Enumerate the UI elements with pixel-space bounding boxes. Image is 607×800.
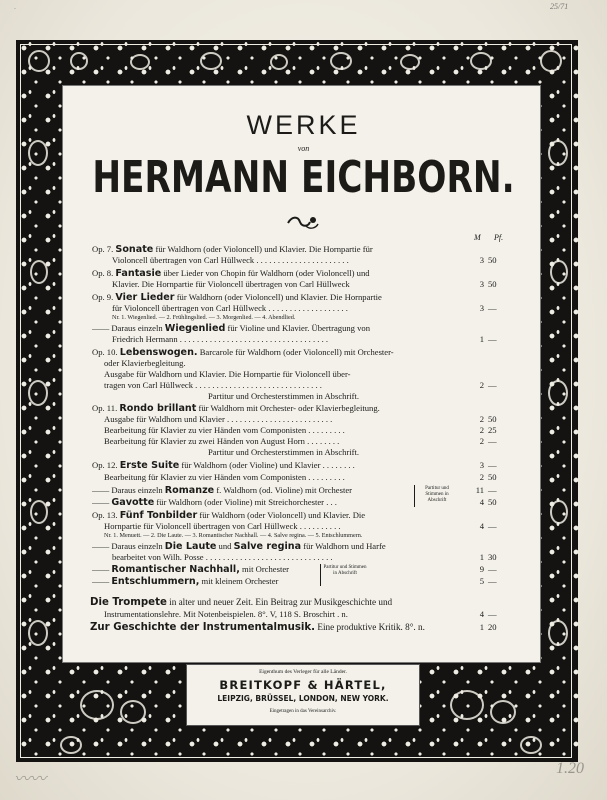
brace [320, 564, 321, 586]
price-mark: 2 [479, 425, 484, 435]
price-mark: 2 [479, 414, 484, 424]
price-mark: 1 [479, 334, 484, 344]
list-item-contents: Nr. 1. Menuett. — 2. Die Laute. — 3. Romantischer Nachhall. — 4. Salve regina. — 5. Entschlummern. [104, 532, 363, 539]
price-mark: 1 [479, 552, 484, 562]
registration-notice: Eingetragen in das Vereinsarchiv. [269, 709, 337, 714]
handwritten-price: 1.20 [556, 760, 584, 777]
price-pfennig: — [488, 609, 497, 619]
price-mark: 3 [479, 303, 484, 313]
list-item: Klavier. Die Hornpartie für Violoncell übertragen von Carl Hüllweck [112, 279, 350, 289]
list-item: für Violoncell übertragen von Carl Hüllweck . . . . . . . . . . . . . . . . . . . [112, 303, 348, 313]
list-item: Die Trompete in alter und neuer Zeit. Ein Beitrag zur Musikgeschichte und [90, 597, 393, 608]
list-item: Op. 13. Fünf Tonbilder für Waldhorn (oder Violoncell) und Klavier. Die [92, 510, 366, 521]
heading-werke: WERKE [246, 110, 361, 140]
corner-mark-top-left: . [14, 2, 16, 11]
price-mark: 4 [479, 497, 484, 507]
price-pfennig: 50 [488, 255, 497, 265]
price-mark: 4 [479, 609, 484, 619]
list-item: —— Daraus einzeln Die Laute und Salve regina für Waldhorn und Harfe [92, 541, 386, 552]
list-item: Bearbeitung für Klavier zu vier Händen vom Componisten . . . . . . . . . [104, 472, 345, 482]
price-pfennig: 50 [488, 497, 497, 507]
price-mark: 3 [479, 460, 484, 470]
list-item-contents: Nr. 1. Wiegenlied. — 2. Frühlingslied. — 3. Morgenlied. — 4. Abendlied. [112, 314, 296, 321]
price-mark: 2 [479, 436, 484, 446]
list-item: Friedrich Hermann . . . . . . . . . . . . . . . . . . . . . . . . . . . . . . . . . . . [112, 334, 329, 344]
price-pfennig: — [488, 380, 497, 390]
list-item: —— Daraus einzeln Romanze f. Waldhorn (od. Violine) mit Orchester [92, 485, 353, 496]
list-item: —— Gavotte für Waldhorn (oder Violine) mit Streichorchester . . . [92, 497, 337, 508]
list-item: oder Klavierbegleitung. [104, 358, 186, 368]
list-item: Hornpartie für Violoncell übertragen von Carl Hüllweck . . . . . . . . . . [104, 521, 341, 531]
list-item: Ausgabe für Waldhorn und Klavier . . . . . . . . . . . . . . . . . . . . . . . . . [104, 414, 333, 424]
list-item: Zur Geschichte der Instrumentalmusik. Eine produktive Kritik. 8°. n. [90, 622, 425, 633]
list-item: bearbeitet von Wilh. Posse . . . . . . . . . . . . . . . . . . . . . . . . . . . . . . [112, 552, 333, 562]
list-item: Instrumentationslehre. Mit Notenbeispielen. 8°. V, 118 S. Broschirt . n. [104, 609, 348, 619]
publisher-cities: LEIPZIG, BRÜSSEL, LONDON, NEW YORK. [217, 694, 389, 703]
price-pfennig: 50 [488, 472, 497, 482]
list-item: —— Entschlummern, mit kleinem Orchester [92, 576, 279, 587]
catalog-mark: 25/71 [550, 2, 569, 11]
handwritten-signature: 〰〰 [14, 771, 47, 788]
list-item: Op. 12. Erste Suite für Waldhorn (oder Violine) und Klavier . . . . . . . . [92, 460, 355, 471]
price-mark: 11 [475, 485, 484, 495]
price-pfennig: 30 [488, 552, 497, 562]
list-item: tragen von Carl Hüllweck . . . . . . . . . . . . . . . . . . . . . . . . . . . . . . [104, 380, 322, 390]
publisher-imprint [186, 664, 420, 726]
price-pfennig: — [488, 576, 497, 586]
list-item: Op. 7. Sonate für Waldhorn (oder Violoncell) und Klavier. Die Hornpartie für [92, 244, 373, 255]
list-item: Op. 9. Vier Lieder für Waldhorn (oder Violoncell) und Klavier. Die Hornpartie [92, 292, 382, 303]
brace [414, 485, 415, 507]
list-item: Violoncell übertragen von Carl Hüllweck . . . . . . . . . . . . . . . . . . . . . . [112, 255, 349, 265]
publisher-name: BREITKOPF & HÄRTEL, [219, 678, 387, 692]
list-item-note: Partitur und Orchesterstimmen in Abschrift. [208, 447, 360, 457]
heading-von: von [297, 144, 310, 153]
price-pfennig: — [488, 334, 497, 344]
price-mark: 2 [479, 472, 484, 482]
price-mark: 9 [479, 564, 484, 574]
list-item: Op. 10. Lebenswogen. Barcarole für Waldhorn (oder Violoncell) mit Orchester- [92, 347, 394, 358]
price-mark: 3 [479, 279, 484, 289]
list-item-note: Partitur und Orchesterstimmen in Abschrift. [208, 391, 360, 401]
brace-note: Partitur und Stimmen in Abschrift [425, 486, 449, 503]
price-pfennig: — [488, 436, 497, 446]
price-pfennig: — [488, 485, 497, 495]
list-item: —— Daraus einzeln Wiegenlied für Violine und Klavier. Übertragung von [92, 323, 371, 334]
price-pfennig: 50 [488, 279, 497, 289]
rights-notice: Eigenthum des Verleger für alle Länder. [259, 669, 347, 675]
list-item: Bearbeitung für Klavier zu vier Händen vom Componisten . . . . . . . . . [104, 425, 345, 435]
list-item: Ausgabe für Waldhorn und Klavier. Die Hornpartie für Violoncell über- [104, 369, 351, 379]
list-item: Bearbeitung für Klavier zu zwei Händen von August Horn . . . . . . . . [104, 436, 340, 446]
currency-mark-header: M [474, 233, 481, 242]
price-pfennig: — [488, 303, 497, 313]
price-pfennig: 50 [488, 414, 497, 424]
price-pfennig: — [488, 460, 497, 470]
price-mark: 4 [479, 521, 484, 531]
price-mark: 1 [479, 622, 484, 632]
list-item: —— Romantischer Nachhall, mit Orchester [92, 564, 290, 575]
list-item: Op. 8. Fantasie über Lieder von Chopin für Waldhorn (oder Violoncell) und [92, 268, 370, 279]
composer-name: HERMANN EICHBORN. [92, 152, 515, 203]
price-pfennig: — [488, 521, 497, 531]
price-mark: 2 [479, 380, 484, 390]
price-mark: 5 [479, 576, 484, 586]
brace-note: Partitur und Stimmen in Abschrift [323, 565, 367, 576]
price-mark: 3 [479, 255, 484, 265]
price-pfennig: 25 [488, 425, 497, 435]
price-pfennig: 20 [488, 622, 497, 632]
currency-pfennig-header: Pf. [494, 233, 504, 242]
price-pfennig: — [488, 564, 497, 574]
list-item: Op. 11. Rondo brillant für Waldhorn mit Orchester- oder Klavierbegleitung. [92, 403, 380, 414]
